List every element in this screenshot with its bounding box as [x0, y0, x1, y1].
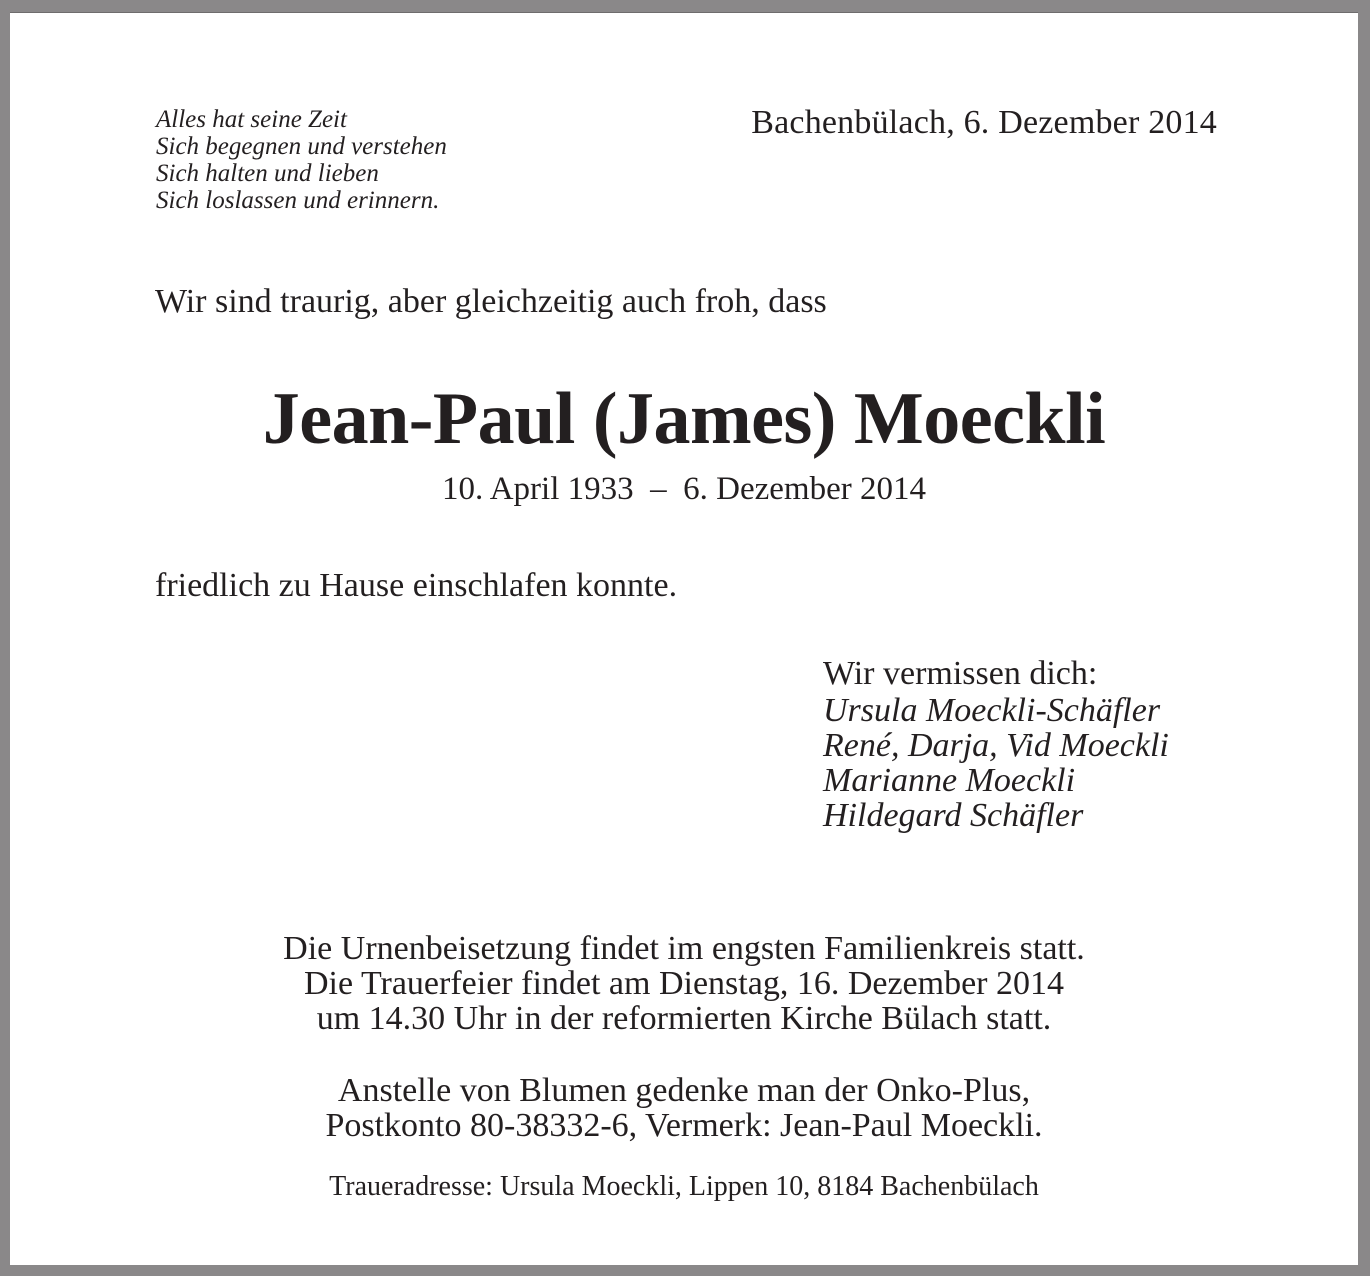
family-member: Marianne Moeckli	[823, 762, 1076, 799]
ceremony-line: um 14.30 Uhr in der reformierten Kirche Bülach statt.	[316, 1000, 1052, 1037]
family-heading: Wir vermissen dich:	[823, 655, 1098, 692]
donation-line: Anstelle von Blumen gedenke man der Onko-Plus,	[337, 1072, 1031, 1109]
birth-date: 10. April 1933	[442, 471, 634, 507]
motto-line: Sich begegnen und verstehen	[156, 133, 447, 160]
ceremony-info	[10, 931, 1358, 1036]
date-separator: –	[650, 471, 667, 507]
family-block	[823, 655, 1169, 833]
donation-info	[10, 1073, 1358, 1143]
intro-text: Wir sind traurig, aber gleichzeitig auch froh, dass	[155, 283, 827, 320]
life-dates	[10, 471, 1358, 508]
family-member: Hildegard Schäfler	[823, 797, 1084, 834]
family-members	[823, 693, 1169, 833]
motto-line: Sich loslassen und erinnern.	[156, 187, 440, 214]
outro-text: friedlich zu Hause einschlafen konnte.	[155, 567, 678, 604]
obituary-page	[10, 12, 1358, 1265]
place-and-date: Bachenbülach, 6. Dezember 2014	[751, 104, 1217, 141]
donation-line: Postkonto 80-38332-6, Vermerk: Jean-Paul Moeckli.	[325, 1107, 1043, 1144]
motto-line: Alles hat seine Zeit	[156, 106, 347, 133]
deceased-name: Jean-Paul (James) Moeckli	[262, 378, 1106, 460]
motto-poem	[156, 106, 447, 214]
death-date: 6. Dezember 2014	[683, 471, 926, 507]
motto-line: Sich halten und lieben	[156, 160, 379, 187]
ceremony-line: Die Trauerfeier findet am Dienstag, 16. Dezember 2014	[303, 965, 1065, 1002]
mourning-address: Traueradresse: Ursula Moeckli, Lippen 10, 8184 Bachenbülach	[329, 1171, 1039, 1202]
family-member: René, Darja, Vid Moeckli	[823, 727, 1169, 764]
ceremony-line: Die Urnenbeisetzung findet im engsten Familienkreis statt.	[283, 930, 1085, 967]
family-member: Ursula Moeckli-Schäfler	[823, 692, 1161, 729]
